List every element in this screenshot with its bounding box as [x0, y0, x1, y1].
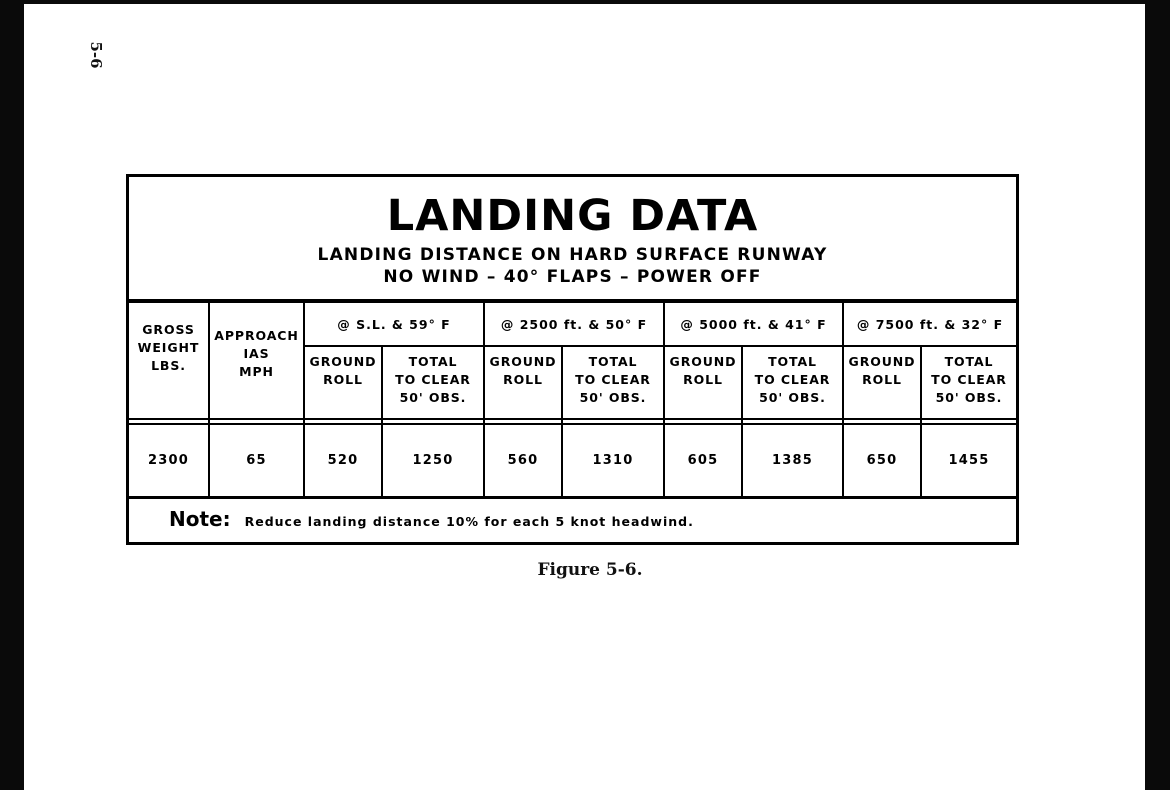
condition-header-7500ft: @ 7500 ft. & 32° F: [856, 316, 1004, 332]
header-total-line2: TO CLEAR: [754, 372, 831, 387]
header-ground-roll-line1: GROUND: [489, 354, 557, 369]
header-total-to-clear: [922, 353, 1016, 413]
header-total-to-clear: [563, 353, 663, 413]
header-gross-weight-line3: LBS.: [151, 358, 186, 373]
table-title: LANDING DATA: [386, 191, 759, 241]
header-ground-roll-line2: ROLL: [323, 372, 363, 387]
header-approach-line1: APPROACH: [214, 328, 299, 343]
page-number: 5-6: [87, 41, 105, 69]
cell-total-distance: 1455: [948, 453, 990, 468]
cell-gross-weight: 2300: [148, 453, 189, 468]
header-total-line1: TOTAL: [944, 354, 994, 369]
cell-ground-roll: 605: [687, 453, 719, 468]
header-ground-roll-line2: ROLL: [862, 372, 902, 387]
header-total-line1: TOTAL: [768, 354, 817, 369]
header-ground-roll: [485, 353, 561, 413]
cell-total-distance: 1310: [592, 453, 634, 468]
condition-header-2500ft: @ 2500 ft. & 50° F: [500, 316, 648, 332]
header-ground-roll: [665, 353, 741, 413]
figure-caption: Figure 5-6.: [537, 560, 643, 580]
condition-header-5000ft: @ 5000 ft. & 41° F: [680, 316, 827, 332]
header-total-line3: 50' OBS.: [935, 390, 1003, 405]
header-gross-weight-line2: WEIGHT: [137, 340, 200, 355]
header-total-to-clear: [383, 353, 483, 413]
cell-total-distance: 1250: [412, 453, 454, 468]
header-total-line1: TOTAL: [408, 354, 458, 369]
header-total-line2: TO CLEAR: [395, 372, 471, 387]
header-total-line3: 50' OBS.: [759, 390, 826, 405]
cell-ground-roll: 560: [507, 453, 539, 468]
header-divider: [129, 418, 1016, 420]
header-ground-roll: [844, 353, 920, 413]
header-ground-roll-line1: GROUND: [848, 354, 916, 369]
header-ground-roll-line2: ROLL: [503, 372, 543, 387]
note-text: Reduce landing distance 10% for each 5 knot headwind.: [244, 514, 694, 529]
condition-header-divider: [305, 345, 1016, 347]
header-ground-roll-line1: GROUND: [669, 354, 737, 369]
table-title-block: [129, 177, 1016, 299]
table-subtitle-line1: LANDING DISTANCE ON HARD SURFACE RUNWAY: [317, 245, 828, 265]
header-gross-weight-line1: GROSS: [142, 322, 195, 337]
header-total-line2: TO CLEAR: [575, 372, 651, 387]
cell-ground-roll: 650: [866, 453, 898, 468]
header-total-line3: 50' OBS.: [579, 390, 647, 405]
cell-approach-ias: 65: [246, 453, 267, 468]
header-approach-ias: [210, 327, 303, 403]
table-subtitle-line2: NO WIND – 40° FLAPS – POWER OFF: [383, 267, 762, 287]
condition-header-sea-level: @ S.L. & 59° F: [337, 316, 451, 332]
landing-data-table: [126, 174, 1019, 545]
cell-total-distance: 1385: [772, 453, 813, 468]
header-gross-weight: [129, 321, 208, 397]
header-total-to-clear: [743, 353, 842, 413]
header-total-line3: 50' OBS.: [399, 390, 467, 405]
note-divider: [129, 496, 1016, 499]
cell-ground-roll: 520: [327, 453, 359, 468]
header-ground-roll-line1: GROUND: [309, 354, 377, 369]
note-label: Note:: [169, 507, 231, 531]
header-total-line1: TOTAL: [588, 354, 638, 369]
header-ground-roll: [305, 353, 381, 413]
header-approach-line3: MPH: [239, 364, 274, 379]
table-note: [169, 507, 694, 535]
header-total-line2: TO CLEAR: [931, 372, 1007, 387]
header-ground-roll-line2: ROLL: [683, 372, 723, 387]
header-approach-line2: IAS: [243, 346, 270, 361]
